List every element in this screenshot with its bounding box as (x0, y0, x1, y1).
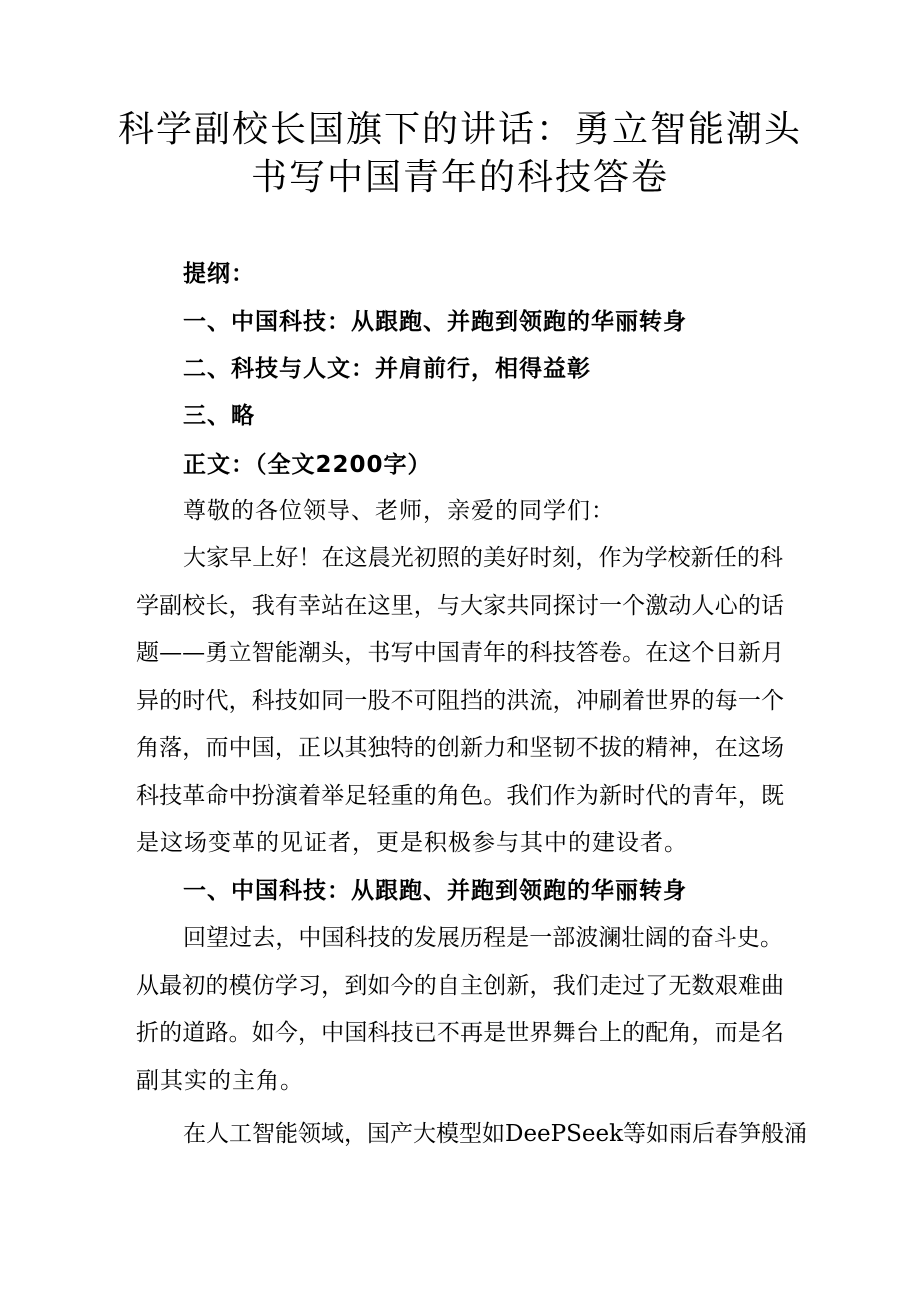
page-title-line-2: 书写中国青年的科技答卷 (250, 157, 669, 198)
para1-line-3: 题——勇立智能潮头，书写中国青年的科技答卷。在这个日新月 (136, 640, 784, 666)
para1-line-5: 角落，而中国，正以其独特的创新力和坚韧不拔的精神，在这场 (136, 735, 784, 761)
outline-item-3: 三、略 (183, 403, 255, 429)
page-title-line-1: 科学副校长国旗下的讲话：勇立智能潮头 (117, 109, 802, 150)
outline-item-2: 二、科技与人文：并肩前行，相得益彰 (183, 356, 591, 382)
para1-line-2: 学副校长，我有幸站在这里，与大家共同探讨一个激动人心的话 (136, 593, 784, 619)
body-label: 正文：（全文2200字） (183, 452, 432, 478)
outline-item-1: 一、中国科技：从跟跑、并跑到领跑的华丽转身 (183, 309, 687, 335)
para1-line-7: 是这场变革的见证者，更是积极参与其中的建设者。 (136, 830, 688, 856)
para3-line-1: 在人工智能领域，国产大模型如DeePSeek等如雨后春笋般涌 (183, 1121, 808, 1147)
para2-line-4: 副其实的主角。 (136, 1068, 304, 1094)
outline-label: 提纲： (183, 261, 255, 287)
para2-line-3: 折的道路。如今，中国科技已不再是世界舞台上的配角，而是名 (136, 1020, 784, 1046)
para2-line-2: 从最初的模仿学习，到如今的自主创新，我们走过了无数艰难曲 (136, 973, 784, 999)
section1-heading: 一、中国科技：从跟跑、并跑到领跑的华丽转身 (183, 878, 687, 904)
greeting: 尊敬的各位领导、老师，亲爱的同学们： (183, 498, 615, 524)
para1-line-1: 大家早上好！在这晨光初照的美好时刻，作为学校新任的科 (183, 545, 783, 571)
para2-line-1: 回望过去，中国科技的发展历程是一部波澜壮阔的奋斗史。 (183, 925, 783, 951)
para1-line-4: 异的时代，科技如同一股不可阻挡的洪流，冲刷着世界的每一个 (136, 688, 784, 714)
para1-line-6: 科技革命中扮演着举足轻重的角色。我们作为新时代的青年，既 (136, 783, 784, 809)
